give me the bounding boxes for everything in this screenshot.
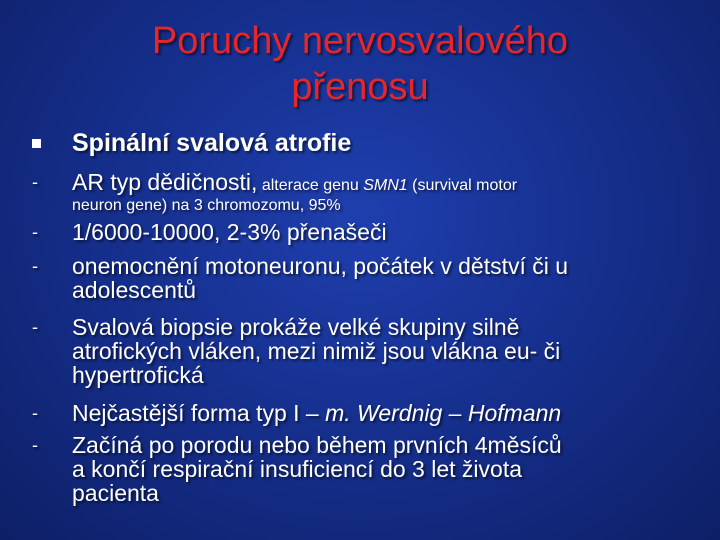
square-bullet-icon <box>32 139 41 148</box>
item-line-3: pacienta <box>72 480 159 506</box>
item-line-1: Začíná po porodu nebo během prvních 4měsíců <box>72 432 562 458</box>
dash-bullet: - <box>32 435 38 455</box>
gene-name: SMN1 <box>363 177 408 194</box>
item-small-text: alterace genu <box>257 177 364 194</box>
item-main-text: AR typ dědičnosti, <box>72 169 258 195</box>
dash-bullet: - <box>32 403 38 423</box>
item-line-2: atrofických vláken, mezi nimiž jsou vlákna eu- či <box>72 338 561 364</box>
item-line-2: a končí respirační insuficiencí do 3 let života <box>72 456 523 482</box>
dash-bullet: - <box>32 317 38 337</box>
item-text: 1/6000-10000, 2-3% přenašeči <box>72 219 387 245</box>
disease-name: m. Werdnig – Hofmann <box>325 400 562 426</box>
item-text: Nejčastější forma typ I – <box>72 400 326 426</box>
item-small-text-end: (survival motor <box>407 177 518 194</box>
item-line-3: hypertrofická <box>72 362 204 388</box>
title-line-2: přenosu <box>291 66 429 108</box>
heading-text: Spinální svalová atrofie <box>72 129 352 157</box>
dash-bullet: - <box>32 256 38 276</box>
item-line-1: Svalová biopsie prokáže velké skupiny silně <box>72 314 520 340</box>
title-line-1: Poruchy nervosvalového <box>151 20 569 62</box>
slide-title <box>60 18 660 110</box>
dash-bullet: - <box>32 172 38 192</box>
item-line-1: onemocnění motoneuronu, počátek v dětství či u <box>72 253 569 279</box>
item-small-line-2: neuron gene) na 3 chromozomu, 95% <box>72 197 341 214</box>
item-line-2: adolescentů <box>72 277 197 303</box>
dash-bullet: - <box>32 222 38 242</box>
